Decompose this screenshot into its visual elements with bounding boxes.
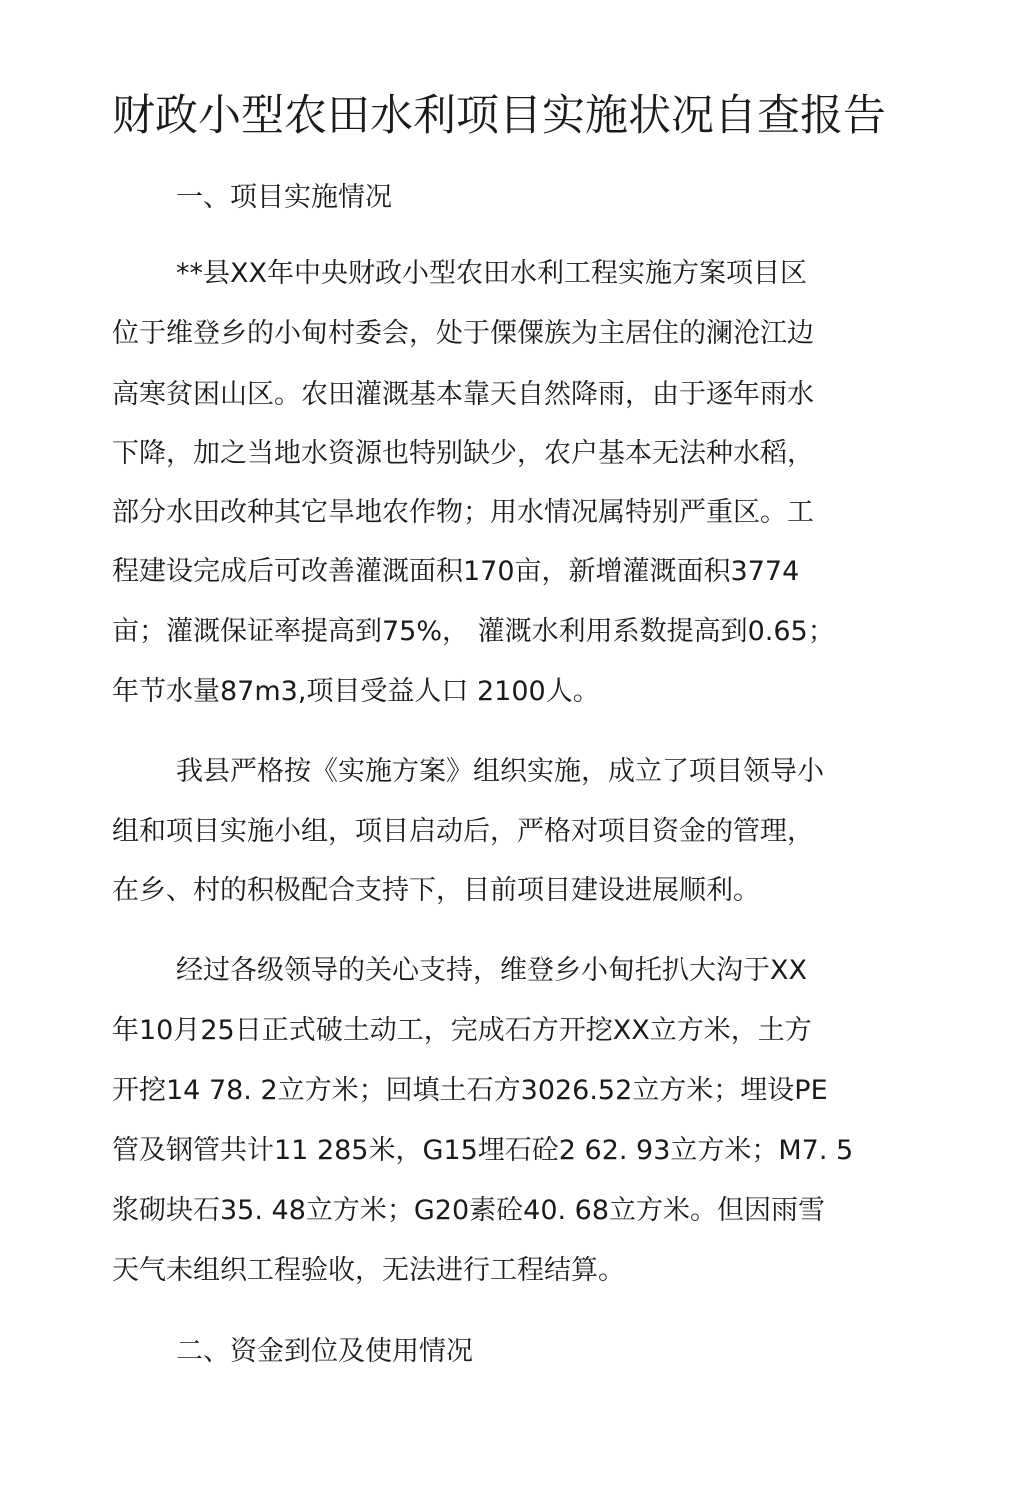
paragraph2-line-2: 组和项目实施小组，项目启动后，严格对项目资金的管理，	[112, 816, 814, 847]
paragraph1-line-2: 位于维登乡的小甸村委会，处于傈僳族为主居住的澜沧江边	[112, 318, 814, 349]
document-title: 财政小型农田水利项目实施状况自查报告	[112, 91, 886, 141]
paragraph1-line-4: 下降，加之当地水资源也特别缺少，农户基本无法种水稻，	[112, 438, 814, 469]
paragraph3-line-5: 浆砌块石35. 48立方米；G20素砼40. 68立方米。但因雨雪	[112, 1195, 826, 1226]
paragraph1-line-6: 程建设完成后可改善灌溉面积170亩，新增灌溉面积3774	[112, 556, 800, 587]
paragraph1-line-1: **县XX年中央财政小型农田水利工程实施方案项目区	[176, 258, 807, 289]
section-heading-2: 二、资金到位及使用情况	[176, 1336, 473, 1367]
paragraph2-line-3: 在乡、村的积极配合支持下，目前项目建设进展顺利。	[112, 875, 760, 906]
paragraph3-line-2: 年10月25日正式破土动工，完成石方开挖XX立方米，土方	[112, 1015, 812, 1046]
paragraph1-line-7: 亩；灌溉保证率提高到75%， 灌溉水利用系数提高到0.65；	[112, 616, 835, 647]
paragraph3-line-1: 经过各级领导的关心支持，维登乡小甸托扒大沟于XX	[176, 955, 807, 986]
paragraph3-line-4: 管及钢管共计11 285米，G15埋石砼2 62. 93立方米；M7. 5	[112, 1135, 854, 1166]
paragraph1-line-3: 高寒贫困山区。农田灌溉基本靠天自然降雨，由于逐年雨水	[112, 379, 814, 410]
paragraph3-line-6: 天气未组织工程验收，无法进行工程结算。	[112, 1255, 625, 1286]
section-heading-1: 一、项目实施情况	[176, 182, 392, 213]
paragraph1-line-8: 年节水量87m3,项目受益人口 2100人。	[112, 676, 600, 707]
paragraph1-line-5: 部分水田改种其它旱地农作物；用水情况属特别严重区。工	[112, 497, 814, 528]
paragraph2-line-1: 我县严格按《实施方案》组织实施，成立了项目领导小	[176, 756, 824, 787]
paragraph3-line-3: 开挖14 78. 2立方米；回填土石方3026.52立方米；埋设PE	[112, 1075, 828, 1106]
